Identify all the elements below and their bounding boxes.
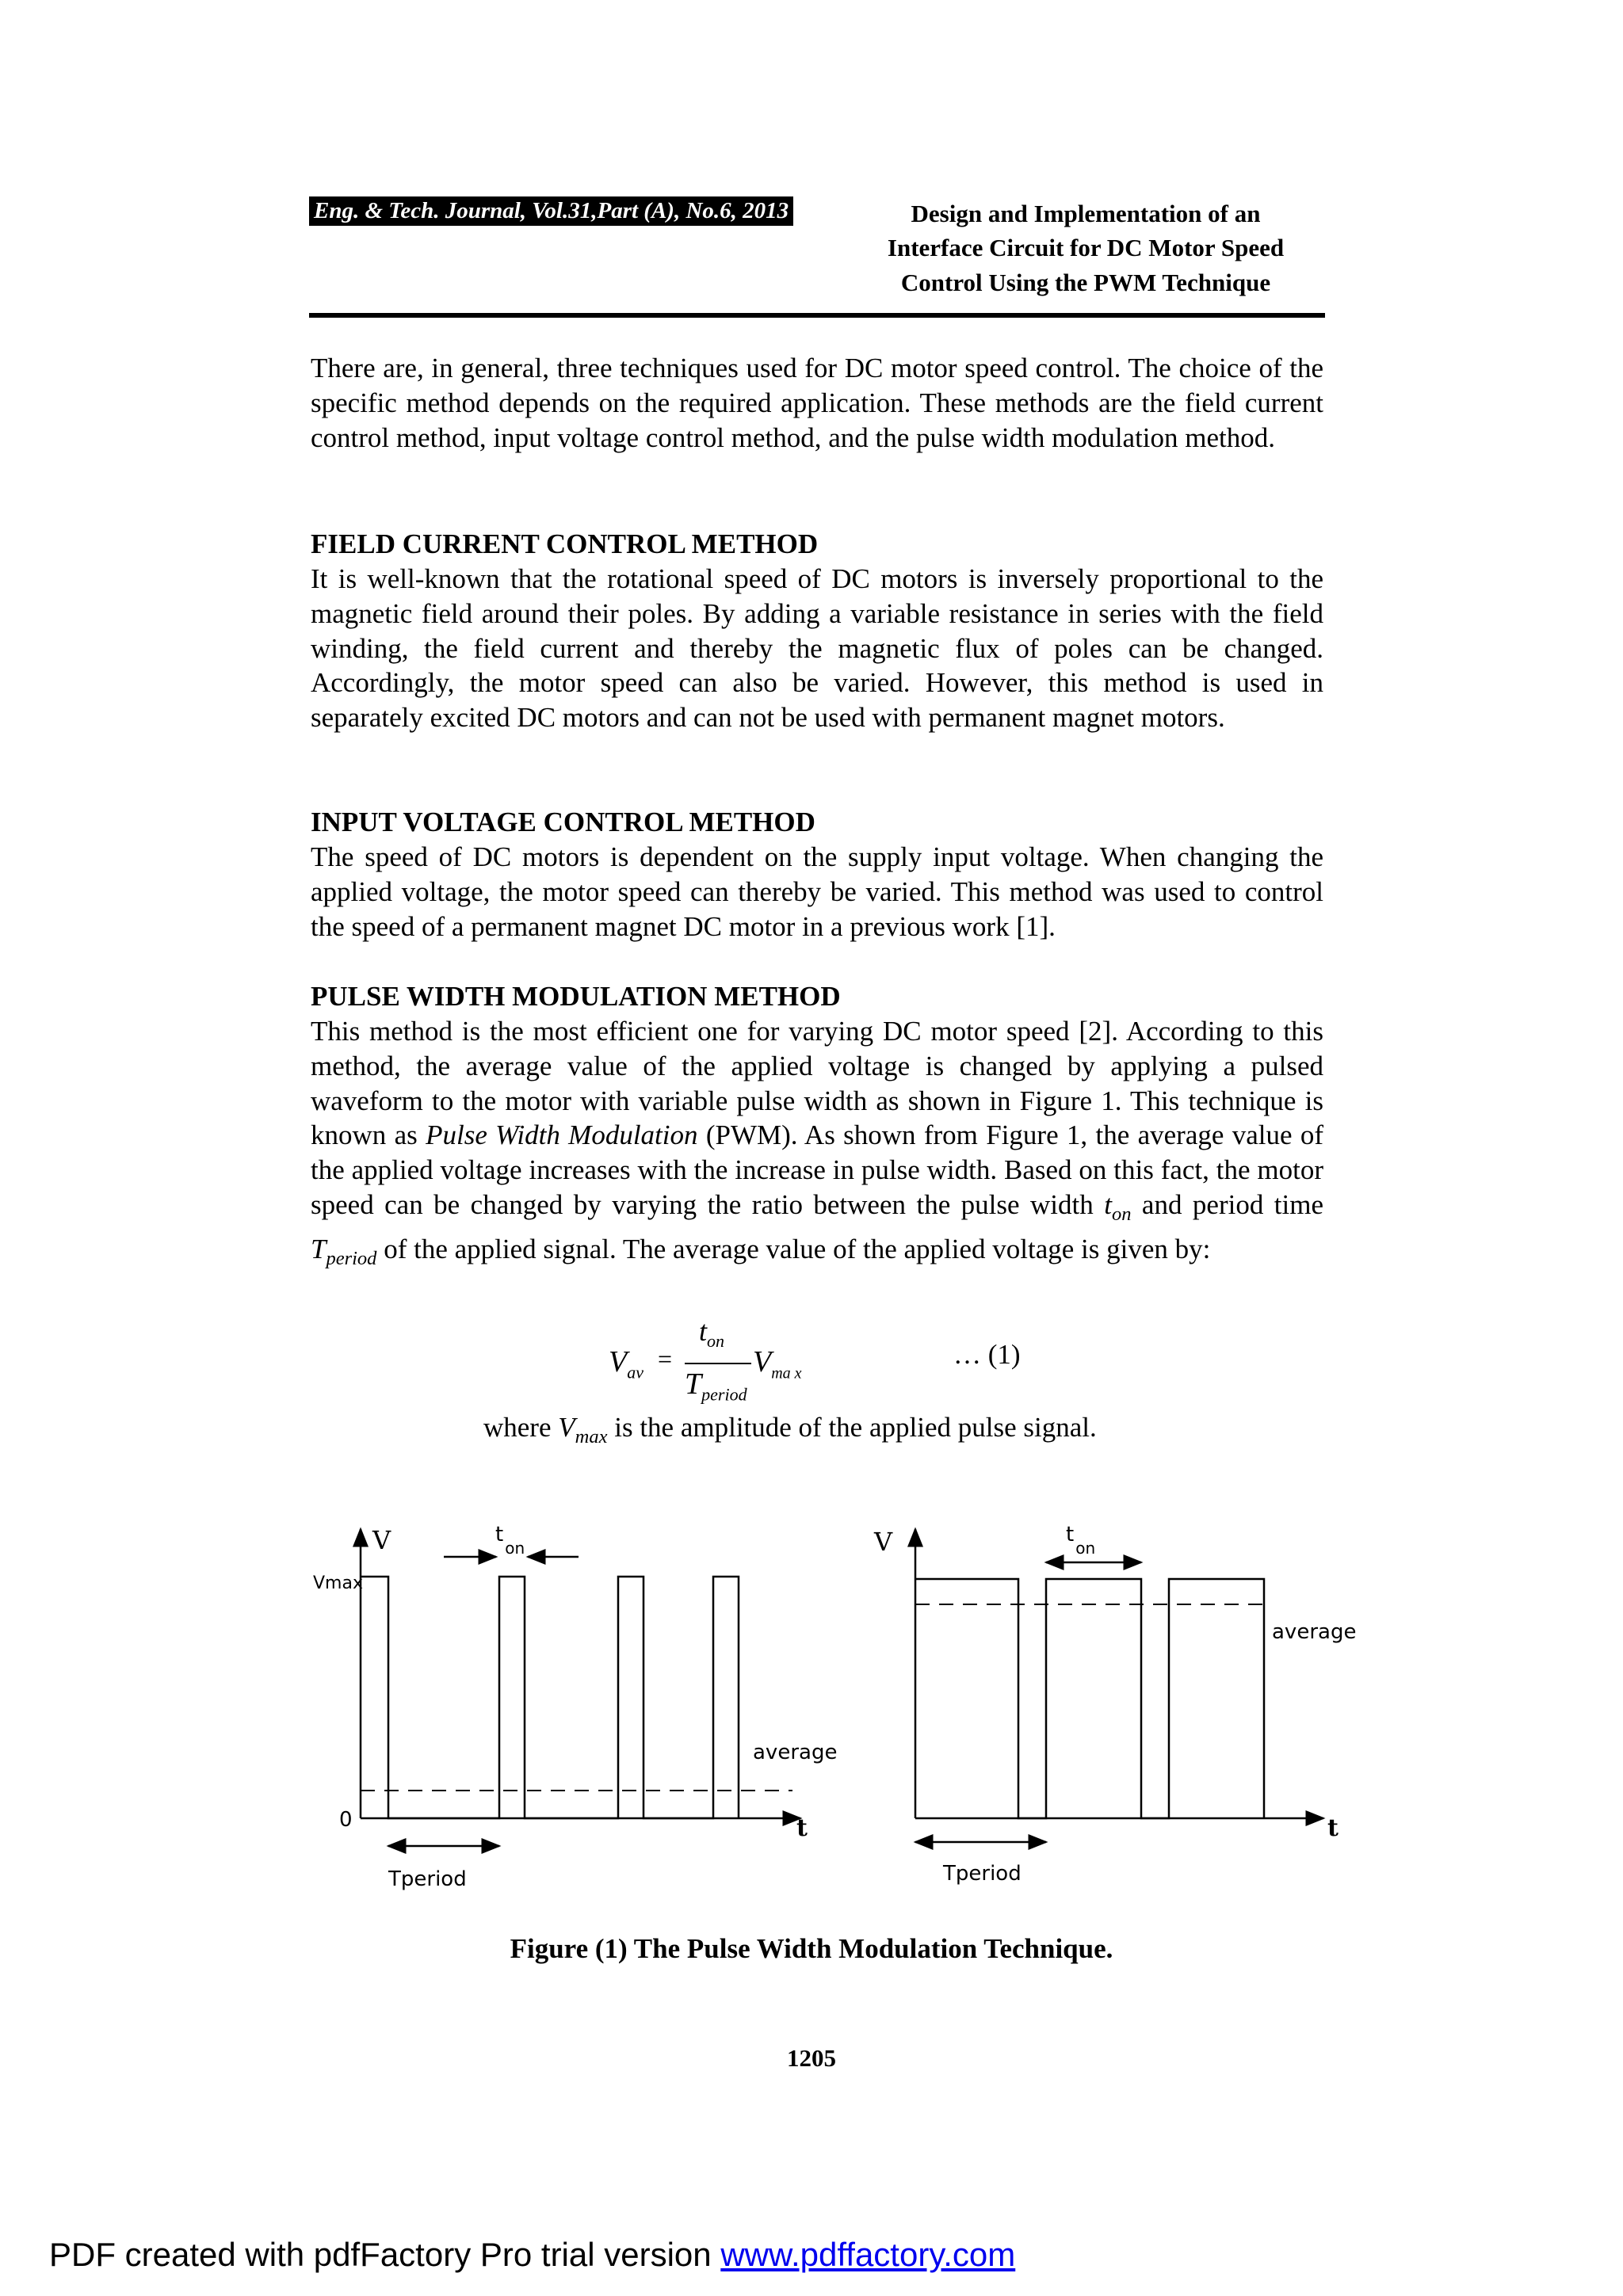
section-heading-pwm: PULSE WIDTH MODULATION METHOD xyxy=(311,981,841,1012)
section-paragraph-pwm xyxy=(311,1014,1323,1276)
text-part: (PWM). As shown from Figure 1, the average value of the applied voltage increases with the increase in pulse width. Based on this fact, the motor speed can be changed by varying the ratio between the pulse width xyxy=(311,1119,1323,1220)
equation-lhs: $V_{av}$ xyxy=(609,1345,643,1383)
pwm-figure xyxy=(309,1509,1379,1921)
right-tperiod-label: Tperiod xyxy=(943,1862,1022,1886)
right-t-label: t xyxy=(1327,1814,1338,1842)
section-paragraph-input-voltage xyxy=(311,840,1323,944)
intro-text: There are, in general, three techniques used for DC motor speed control. The choice of the specific method depends on the required application. These methods are the field current control method, input voltage control method, and the pulse width modulation method. xyxy=(311,353,1323,453)
text-part: This method is the most efficient one for varying DC motor speed [2]. According to this method, the average value of the applied voltage is changed by applying a pulsed waveform to the motor with variable pulse width as shown in Figure 1. This technique is known as xyxy=(311,1016,1323,1151)
paper-title-line-2: Interface Circuit for DC Motor Speed xyxy=(887,234,1285,262)
equation-explanation: where $V_{max}$ is the amplitude of the applied pulse signal. xyxy=(483,1412,1097,1447)
left-v-label: V xyxy=(372,1525,391,1555)
equation-1 xyxy=(609,1315,846,1406)
fraction-bar xyxy=(685,1363,751,1364)
tperiod-symbol: $T_{period}$ xyxy=(311,1233,377,1269)
section-paragraph-field-current xyxy=(311,562,1323,735)
footer-text: PDF created with pdfFactory Pro trial version xyxy=(49,2236,721,2273)
left-vmax-label: Vmax xyxy=(313,1573,363,1593)
pdf-footer xyxy=(49,2236,1015,2274)
paper-title xyxy=(856,196,1316,299)
section-heading-field-current: FIELD CURRENT CONTROL METHOD xyxy=(311,528,819,559)
left-waveform-panel xyxy=(313,1523,837,1891)
intro-paragraph xyxy=(311,351,1323,455)
paper-title-line-1: Design and Implementation of an xyxy=(911,200,1261,227)
header-rule xyxy=(309,313,1325,318)
figure-caption: Figure (1) The Pulse Width Modulation Technique. xyxy=(510,1933,1113,1964)
equation-equals: = xyxy=(658,1344,673,1373)
equation-numerator: $t_{on}$ xyxy=(699,1315,725,1352)
right-ton-label: $t_{on}$ xyxy=(1066,1523,1096,1558)
section-heading-input-voltage: INPUT VOLTAGE CONTROL METHOD xyxy=(311,807,815,837)
journal-citation: Eng. & Tech. Journal, Vol.31,Part (A), No.6, 2013 xyxy=(309,196,793,226)
right-waveform-panel xyxy=(873,1523,1356,1886)
pdffactory-link[interactable]: www.pdffactory.com xyxy=(720,2236,1016,2273)
left-t-label: t xyxy=(796,1814,808,1842)
pwm-term: Pulse Width Modulation xyxy=(426,1119,698,1151)
section-text xyxy=(311,1014,1323,1276)
equation-denominator: $T_{period}$ xyxy=(685,1367,747,1405)
right-average-label: average xyxy=(1272,1620,1357,1644)
section-text: The speed of DC motors is dependent on the supply input voltage. When changing the applied voltage, the motor speed can thereby be varied. This method was used to control the speed of a permanent magnet DC motor in a previous work [1]. xyxy=(311,841,1323,942)
text-part: of the applied signal. The average value of the applied voltage is given by: xyxy=(376,1233,1211,1264)
equation-number: … (1) xyxy=(953,1339,1021,1370)
left-pulse-train xyxy=(361,1577,739,1818)
paper-title-line-3: Control Using the PWM Technique xyxy=(900,268,1271,296)
left-zero-label: 0 xyxy=(339,1808,353,1832)
equation-rhs: $V_{ma x}$ xyxy=(753,1345,802,1383)
ton-symbol: $t_{on}$ xyxy=(1104,1188,1132,1225)
left-tperiod-label: Tperiod xyxy=(388,1867,467,1891)
left-ton-label: $t_{on}$ xyxy=(495,1523,525,1558)
right-v-label: V xyxy=(874,1527,893,1557)
left-average-label: average xyxy=(753,1741,838,1764)
section-text: It is well-known that the rotational speed of DC motors is inversely proportional to the magnetic field around their poles. By adding a variable resistance in series with the field winding, the field current and thereby the magnetic flux of poles can be changed. Accordingly, the motor speed can also be varied. However, this method is used in separately excited DC motors and can not be used with permanent magnet motors. xyxy=(311,563,1323,734)
right-pulse-train xyxy=(915,1579,1264,1818)
page-number: 1205 xyxy=(787,2044,836,2072)
text-part: and period time xyxy=(1131,1188,1323,1220)
